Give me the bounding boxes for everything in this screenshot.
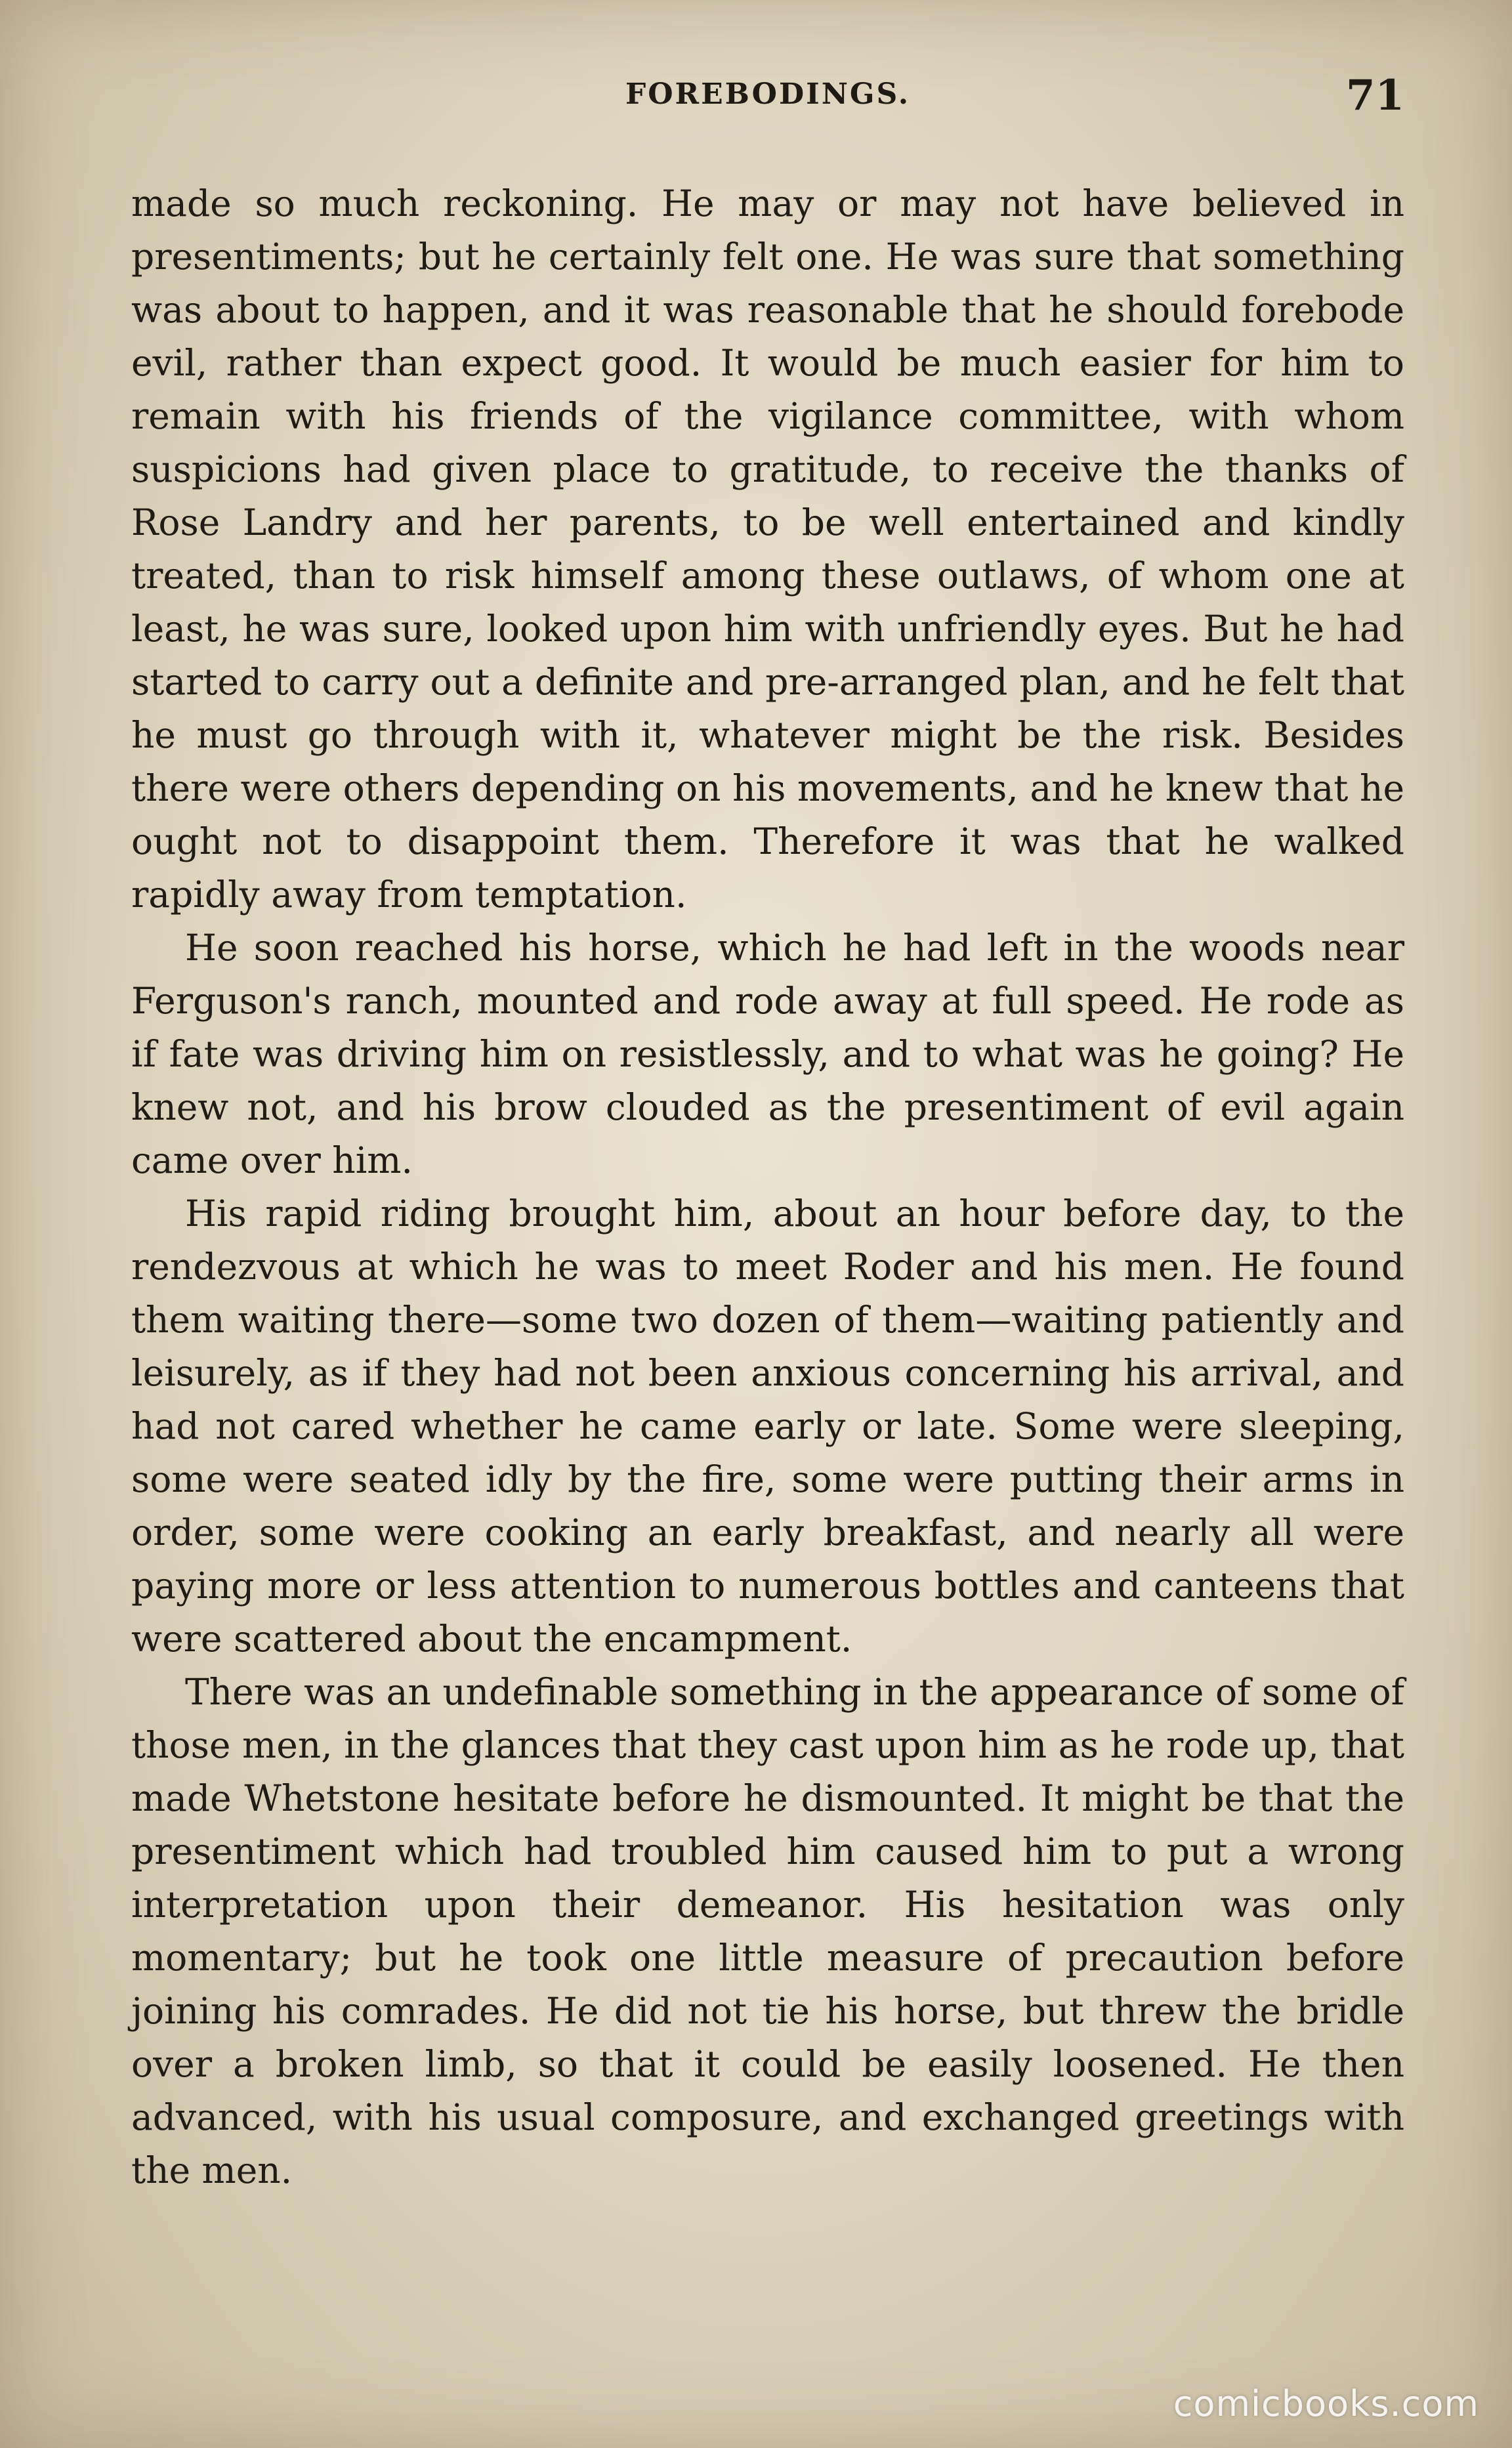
paragraph-3: His rapid riding brought him, about an hour before day, to the rendezvous at which he was to meet Roder and his men. He found them waiting there—some two dozen of them—waiting patiently and leisurely, as if they had not been anxious concerning his arrival, and had not cared whether he came early or late. Some were sleeping, some were seated idly by the fire, some were putting their arms in order, some were cooking an early breakfast, and nearly all were paying more or less attention to numerous bottles and canteens that were scattered about the encampment.: [131, 1192, 1404, 1660]
body-text: [131, 177, 1404, 2197]
paragraph-4: There was an undefinable something in the appearance of some of those men, in the glances that they cast upon him as he rode up, that made Whetstone hesitate before he dismounted. It might be that the presentiment which had troubled him caused him to put a wrong interpretation upon their demeanor. His hesitation was only momentary; but he took one little measure of precaution before joining his comrades. He did not tie his horse, but threw the bridle over a broken limb, so that it could be easily loosened. He then advanced, with his usual composure, and exchanged greetings with the men.: [131, 1671, 1404, 2191]
running-head: FOREBODINGS.: [625, 77, 911, 111]
watermark: comicbooks.com: [1173, 2383, 1479, 2424]
paragraph-2: He soon reached his horse, which he had left in the woods near Ferguson's ranch, mounted and rode away at full speed. He rode as if fate was driving him on resistlessly, and to what was he going? He knew not, and his brow clouded as the presentiment of evil again came over him.: [131, 927, 1404, 1181]
page-header: [131, 71, 1404, 130]
paragraph-1: made so much reckoning. He may or may not have believed in presentiments; but he certainly felt one. He was sure that something was about to happen, and it was reasonable that he should forebode evil, rather than expect good. It would be much easier for him to remain with his friends of the vigilance committee, with whom suspicions had given place to gratitude, to receive the thanks of Rose Landry and her parents, to be well entertained and kindly treated, than to risk himself among these outlaws, of whom one at least, he was sure, looked upon him with unfriendly eyes. But he had started to carry out a definite and pre-arranged plan, and he felt that he must go through with it, whatever might be the risk. Besides there were others depending on his movements, and he knew that he ought not to disappoint them. Therefore it was that he walked rapidly away from temptation.: [131, 182, 1404, 916]
page-number: 71: [1345, 71, 1404, 120]
